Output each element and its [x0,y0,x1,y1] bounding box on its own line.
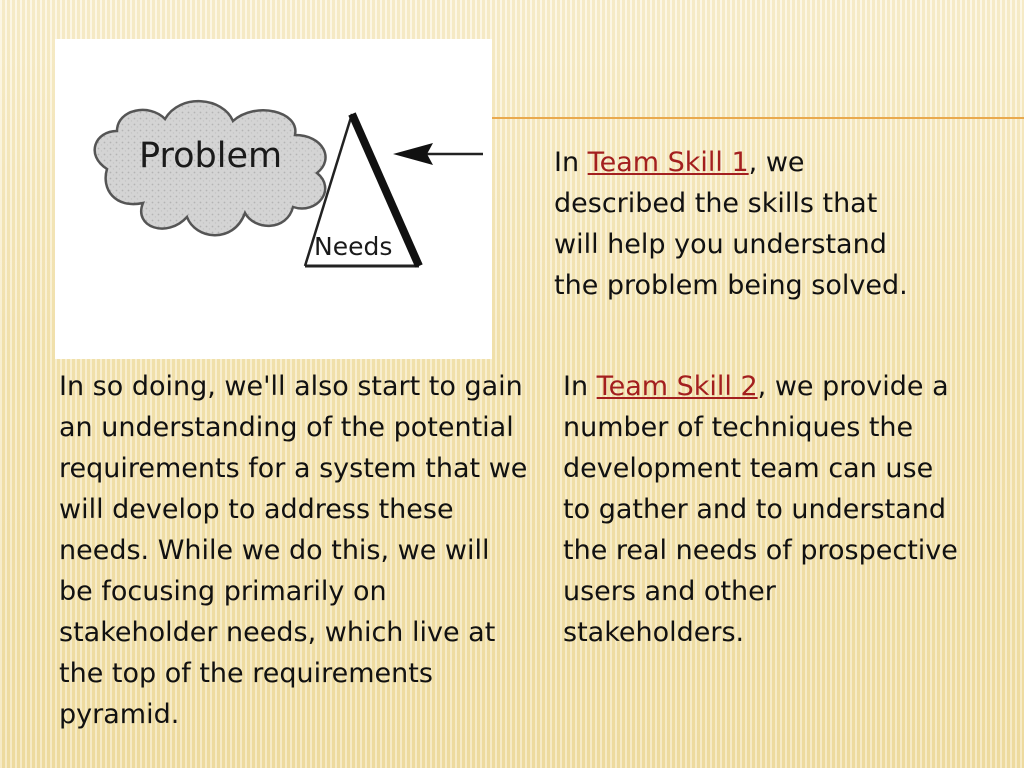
pyramid-label: Needs [314,232,393,261]
team-skill-1-link[interactable]: Team Skill 1 [587,147,749,178]
paragraph-3-suffix: , we provide a number of techniques the development team can use to gather and to understand the real needs of prospective users and other stakeholders. [563,371,958,648]
problem-needs-diagram [55,39,492,359]
paragraph-team-skill-2 [563,366,963,653]
accent-line [492,117,1024,119]
problem-cloud [95,101,326,235]
team-skill-2-link[interactable]: Team Skill 2 [596,371,758,402]
paragraph-1-suffix: , we described the skills that will help you understand the problem being solved. [554,147,908,301]
cloud-label: Problem [139,136,283,176]
paragraph-stakeholder-needs: In so doing, we'll also start to gain an understanding of the potential requirements for a system that we will develop to address these needs. While we do this, we will be focusing primarily on stakeholder needs, which live at the top of the requirements pyramid. [59,371,528,730]
paragraph-team-skill-1 [554,142,924,306]
paragraph-1-prefix: In [554,147,588,178]
arrow-icon [393,143,483,165]
paragraph-3-prefix: In [563,371,597,402]
